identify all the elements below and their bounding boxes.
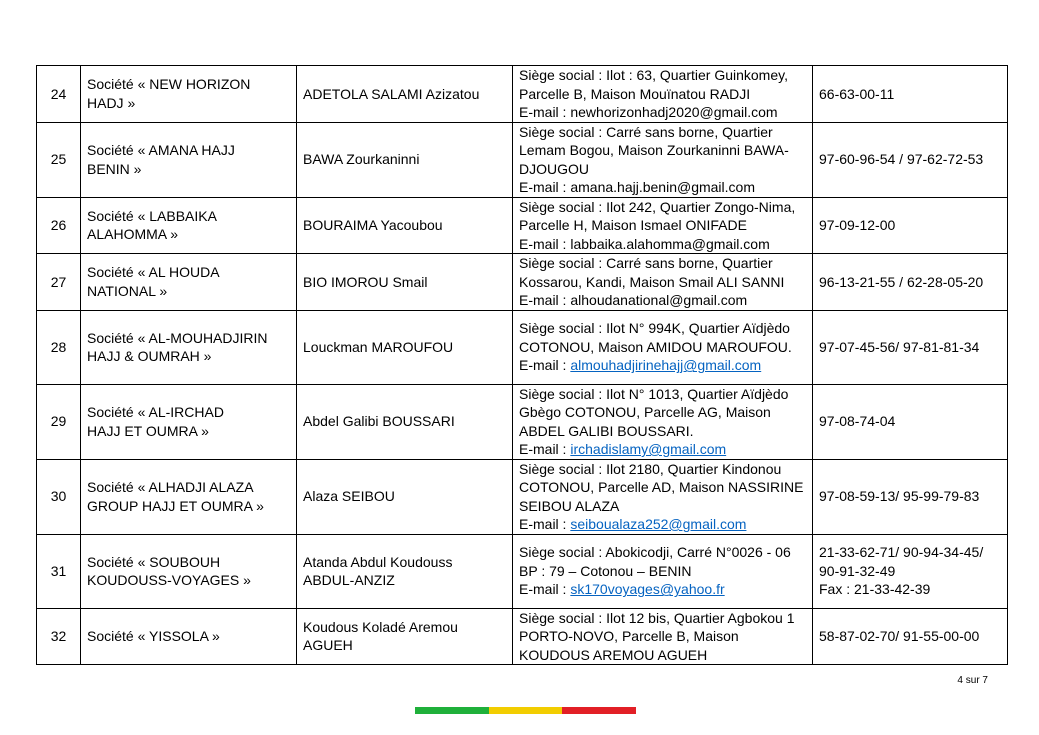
table-row — [37, 254, 1008, 311]
address-line: Siège social : Ilot N° 994K, Quartier Aïdjèdo — [519, 320, 790, 337]
company-name-cell — [81, 197, 297, 254]
email-label: E-mail : — [519, 179, 571, 195]
phone-line: Fax : 21-33-42-39 — [819, 581, 931, 598]
company-name-cell — [81, 254, 297, 311]
representative-cell — [297, 122, 513, 197]
company-name-line: Société « LABBAIKA — [87, 207, 217, 224]
address-line: Lemam Bogou, Maison Zourkaninni BAWA- — [519, 142, 789, 158]
address-line: PORTO-NOVO, Parcelle B, Maison — [519, 628, 739, 644]
company-name-line: BENIN » — [87, 160, 142, 177]
email-label: E-mail : — [519, 516, 571, 532]
address-line: COTONOU, Maison AMIDOU MAROUFOU. — [519, 338, 792, 355]
company-name-line: HAJJ ET OUMRA » — [87, 422, 209, 439]
phone-line: 97-09-12-00 — [819, 217, 896, 233]
email-line — [519, 103, 806, 122]
phone-line: 97-60-96-54 / 97-62-72-53 — [819, 151, 984, 168]
email-line — [519, 440, 806, 459]
company-name-line: Société « AL HOUDA — [87, 264, 220, 281]
email-link[interactable]: irchadislamy@gmail.com — [570, 441, 727, 457]
row-number: 29 — [37, 384, 81, 459]
phone-cell — [813, 310, 1008, 384]
company-name-cell — [81, 384, 297, 459]
table-body — [37, 66, 1008, 665]
company-name-cell — [81, 608, 297, 665]
representative-line: Alaza SEIBOU — [303, 488, 395, 505]
address-line: Parcelle B, Maison Mouïnatou RADJI — [519, 85, 751, 102]
email-line — [519, 515, 806, 534]
phone-cell — [813, 608, 1008, 665]
flag-red-segment — [562, 707, 636, 714]
company-name-line: HADJ » — [87, 94, 136, 111]
representative-cell — [297, 384, 513, 459]
email-line — [519, 356, 806, 375]
phone-cell — [813, 254, 1008, 311]
phone-cell — [813, 66, 1008, 123]
address-line: Siège social : Ilot N° 1013, Quartier Aïdjèdo — [519, 385, 789, 402]
company-name-line: NATIONAL » — [87, 282, 168, 299]
company-name-cell — [81, 459, 297, 534]
address-line: Siège social : Carré sans borne, Quartier — [519, 123, 773, 140]
head-office-cell — [513, 310, 813, 384]
email-link[interactable]: almouhadjirinehajj@gmail.com — [570, 357, 762, 374]
email-address: alhoudanational@gmail.com — [570, 292, 748, 308]
row-number: 24 — [37, 66, 81, 123]
company-name-line: GROUP HAJJ ET OUMRA » — [87, 497, 264, 514]
company-name-cell — [81, 66, 297, 123]
table-row — [37, 66, 1008, 123]
company-name-line: Société « NEW HORIZON — [87, 76, 251, 93]
company-name-line: KOUDOUSS-VOYAGES » — [87, 572, 251, 588]
address-line: KOUDOUS AREMOU AGUEH — [519, 646, 708, 663]
flag-green-segment — [415, 707, 489, 714]
company-name-cell — [81, 534, 297, 608]
address-line: SEIBOU ALAZA — [519, 497, 620, 514]
address-line: BP : 79 – Cotonou – BENIN — [519, 562, 692, 579]
address-line: Siège social : Ilot : 63, Quartier Guinkomey, — [519, 67, 788, 83]
representative-line: Koudous Koladé Aremou — [303, 618, 458, 635]
company-name-line: Société « ALHADJI ALAZA — [87, 479, 254, 495]
phone-cell — [813, 459, 1008, 534]
phone-cell — [813, 122, 1008, 197]
email-line — [519, 291, 806, 310]
head-office-cell — [513, 608, 813, 665]
address-line: Siège social : Ilot 2180, Quartier Kindonou — [519, 460, 782, 477]
email-label: E-mail : — [519, 357, 571, 374]
representative-cell — [297, 534, 513, 608]
representative-cell — [297, 197, 513, 254]
phone-line: 97-08-59-13/ 95-99-79-83 — [819, 488, 980, 505]
address-line: ABDEL GALIBI BOUSSARI. — [519, 422, 694, 439]
representative-cell — [297, 66, 513, 123]
company-name-line: HAJJ & OUMRAH » — [87, 348, 212, 364]
email-label: E-mail : — [519, 581, 571, 598]
row-number: 31 — [37, 534, 81, 608]
head-office-cell — [513, 384, 813, 459]
representative-line: ABDUL-ANZIZ — [303, 572, 395, 588]
company-name-line: Société « AL-MOUHADJIRIN — [87, 329, 268, 346]
email-label: E-mail : — [519, 292, 571, 308]
row-number: 26 — [37, 197, 81, 254]
table-row — [37, 122, 1008, 197]
page-number: 4 sur 7 — [957, 675, 988, 686]
row-number: 25 — [37, 122, 81, 197]
address-line: Gbègo COTONOU, Parcelle AG, Maison — [519, 404, 771, 420]
row-number: 27 — [37, 254, 81, 311]
phone-cell — [813, 197, 1008, 254]
phone-line: 58-87-02-70/ 91-55-00-00 — [819, 628, 980, 644]
address-line: Siège social : Ilot 12 bis, Quartier Agbokou 1 — [519, 609, 795, 626]
company-name-line: Société « AL-IRCHAD — [87, 404, 224, 420]
head-office-cell — [513, 534, 813, 608]
representative-cell — [297, 608, 513, 665]
address-line: Siège social : Carré sans borne, Quartier — [519, 255, 773, 271]
head-office-cell — [513, 459, 813, 534]
row-number: 32 — [37, 608, 81, 665]
address-line: Kossarou, Kandi, Maison Smail ALI SANNI — [519, 273, 785, 290]
email-address: labbaika.alahomma@gmail.com — [570, 235, 770, 252]
head-office-cell — [513, 254, 813, 311]
representative-cell — [297, 254, 513, 311]
email-address: newhorizonhadj2020@gmail.com — [570, 104, 778, 120]
email-label: E-mail : — [519, 235, 571, 252]
email-link[interactable]: sk170voyages@yahoo.fr — [570, 581, 725, 598]
company-name-line: Société « YISSOLA » — [87, 628, 220, 644]
flag-yellow-segment — [489, 707, 563, 714]
row-number: 28 — [37, 310, 81, 384]
email-line — [519, 235, 806, 254]
email-label: E-mail : — [519, 104, 571, 120]
table-row — [37, 608, 1008, 665]
company-name-line: Société « SOUBOUH — [87, 553, 221, 570]
table-row — [37, 384, 1008, 459]
phone-line: 90-91-32-49 — [819, 562, 896, 579]
email-line — [519, 178, 806, 197]
representative-line: BOURAIMA Yacoubou — [303, 217, 443, 233]
address-line: Parcelle H, Maison Ismael ONIFADE — [519, 217, 747, 233]
company-name-line: ALAHOMMA » — [87, 226, 179, 243]
representative-cell — [297, 459, 513, 534]
company-name-line: Société « AMANA HAJJ — [87, 142, 235, 158]
phone-line: 97-07-45-56/ 97-81-81-34 — [819, 338, 980, 355]
email-link[interactable]: seiboualaza252@gmail.com — [570, 516, 747, 532]
representative-line: Atanda Abdul Koudouss — [303, 553, 453, 570]
representative-line: AGUEH — [303, 637, 353, 654]
table-row — [37, 534, 1008, 608]
phone-cell — [813, 534, 1008, 608]
flag-color-bar — [415, 707, 636, 714]
head-office-cell — [513, 197, 813, 254]
address-line: COTONOU, Parcelle AD, Maison NASSIRINE — [519, 479, 804, 495]
phone-line: 97-08-74-04 — [819, 413, 896, 430]
address-line: DJOUGOU — [519, 160, 589, 177]
representative-line: Louckman MAROUFOU — [303, 338, 454, 355]
representative-line: Abdel Galibi BOUSSARI — [303, 413, 455, 430]
representative-line: BAWA Zourkaninni — [303, 151, 420, 168]
table-row — [37, 459, 1008, 534]
head-office-cell — [513, 122, 813, 197]
address-line: Siège social : Abokicodji, Carré N°0026 - 06 — [519, 544, 791, 561]
email-address: amana.hajj.benin@gmail.com — [570, 179, 755, 195]
email-line — [519, 580, 806, 599]
email-label: E-mail : — [519, 441, 571, 457]
company-name-cell — [81, 310, 297, 384]
representative-cell — [297, 310, 513, 384]
address-line: Siège social : Ilot 242, Quartier Zongo-Nima, — [519, 198, 796, 215]
representative-line: ADETOLA SALAMI Azizatou — [303, 85, 480, 102]
row-number: 30 — [37, 459, 81, 534]
head-office-cell — [513, 66, 813, 123]
phone-line: 21-33-62-71/ 90-94-34-45/ — [819, 544, 984, 561]
phone-line: 66-63-00-11 — [819, 85, 895, 102]
table-row — [37, 310, 1008, 384]
agencies-table — [36, 65, 1008, 665]
table-row — [37, 197, 1008, 254]
phone-cell — [813, 384, 1008, 459]
representative-line: BIO IMOROU Smail — [303, 273, 428, 290]
phone-line: 96-13-21-55 / 62-28-05-20 — [819, 273, 984, 290]
company-name-cell — [81, 122, 297, 197]
